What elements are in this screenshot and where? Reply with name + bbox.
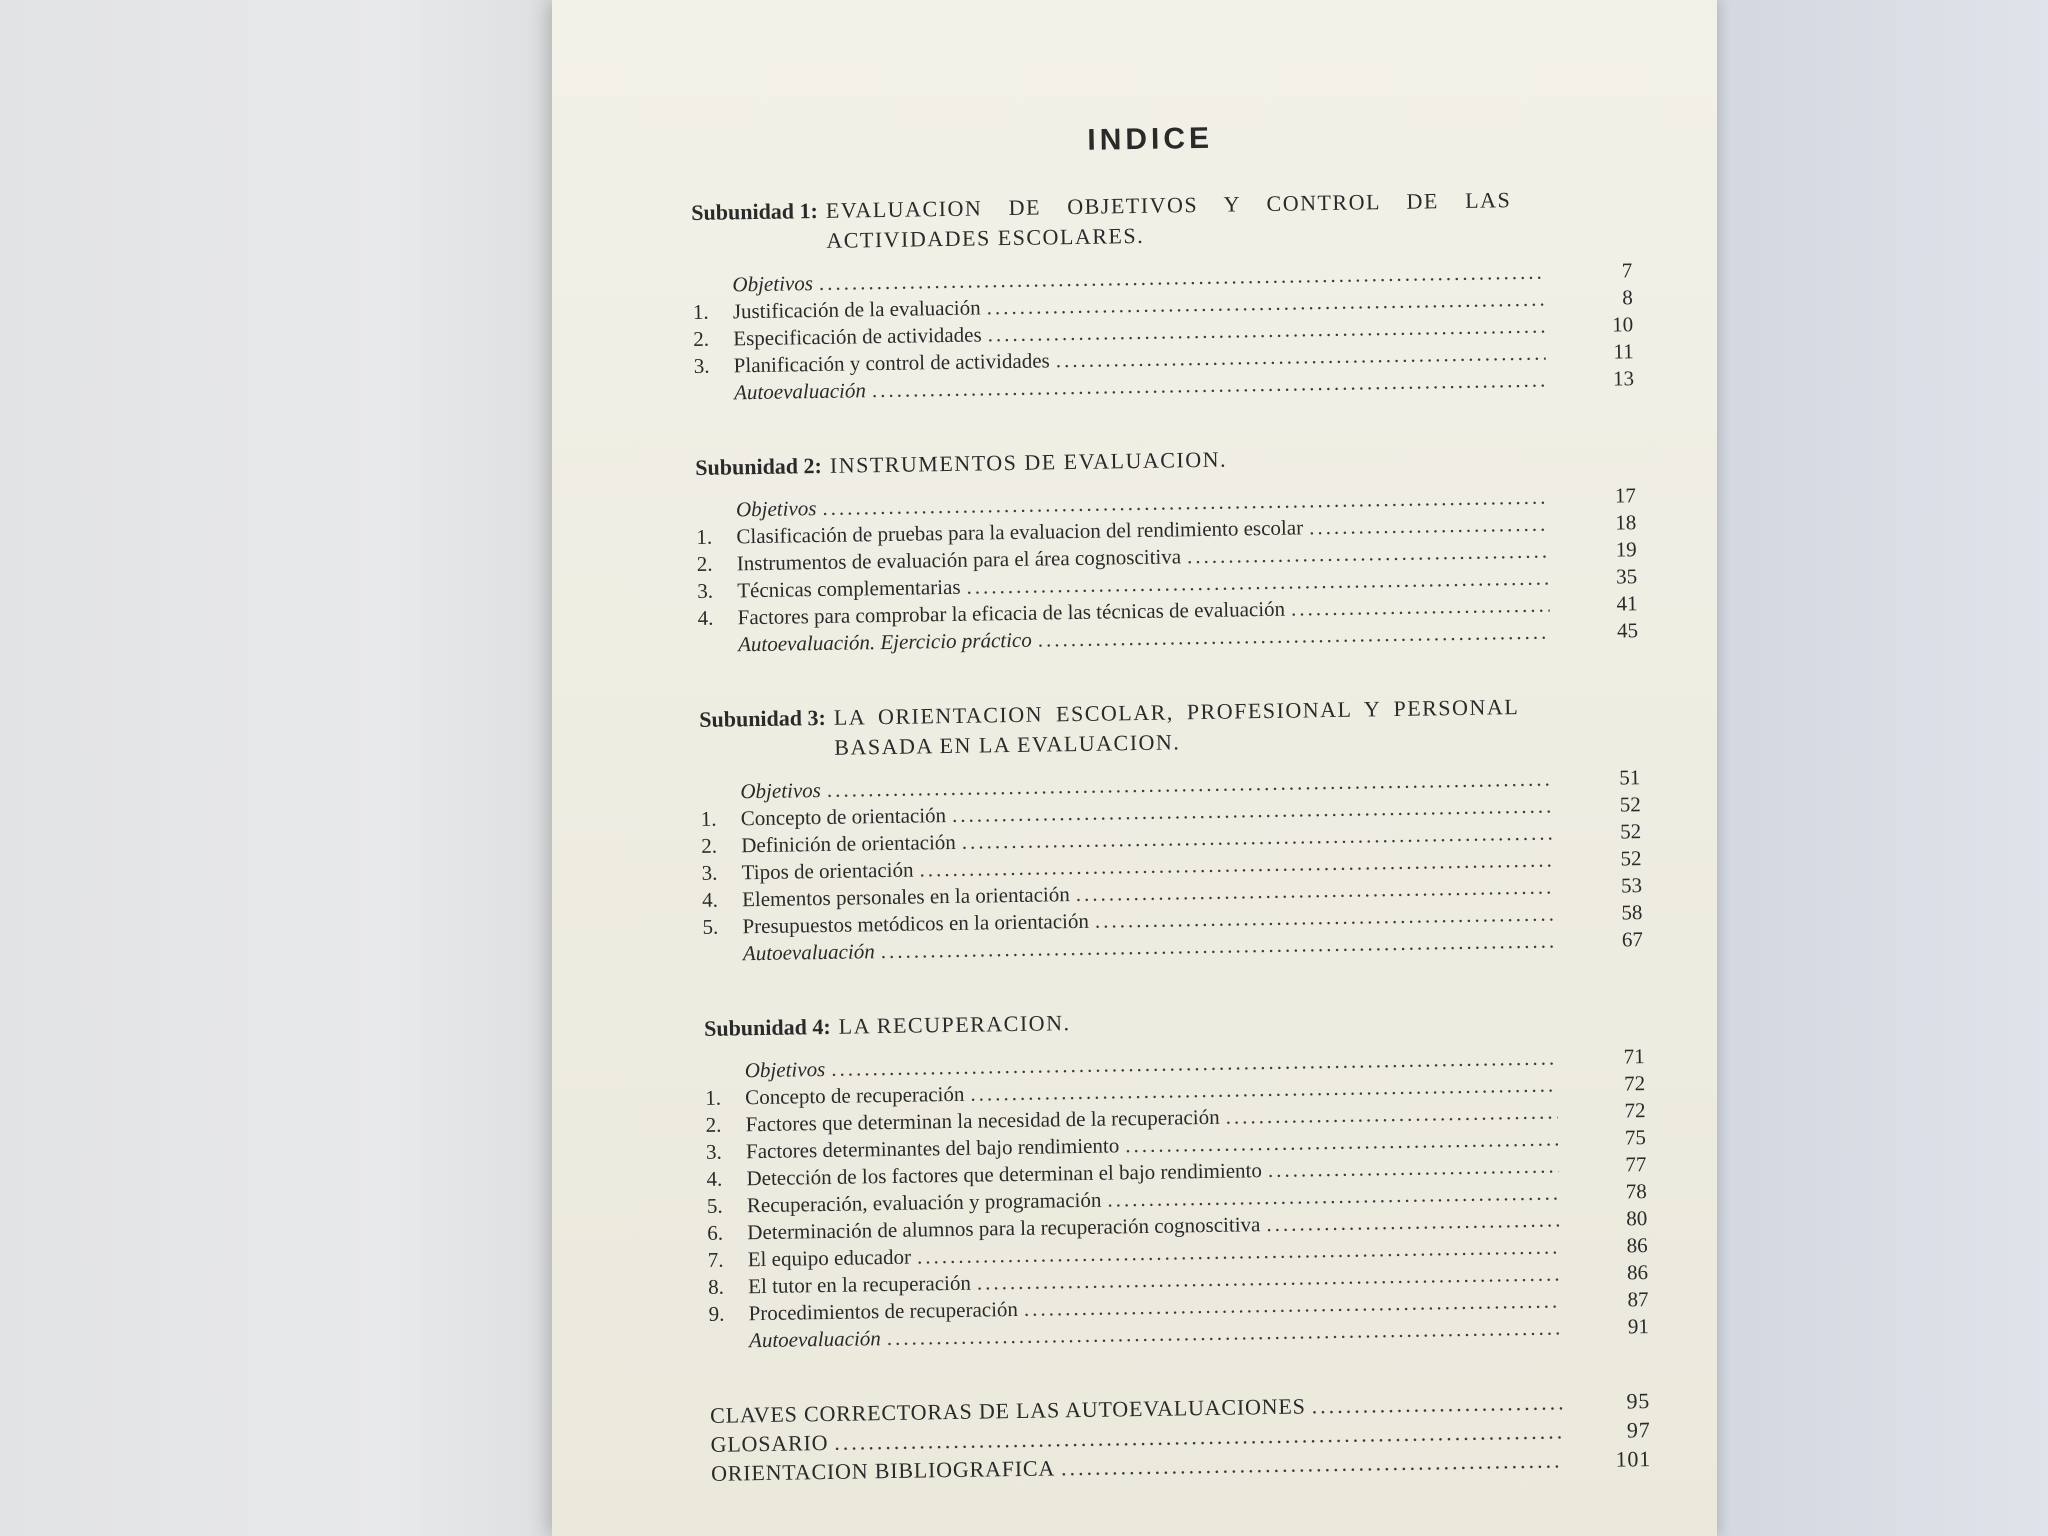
entry-number: 5. [702,914,719,939]
entry-number: 3. [701,860,718,885]
entry-page-number: 35 [1615,564,1638,589]
entry-text: Definición de orientación [741,829,956,858]
toc-section [695,438,1638,659]
entry-text: Concepto de orientación [740,803,947,831]
entry-page-number: 72 [1624,1098,1646,1123]
section-title: LA ORIENTACION ESCOLAR, PROFESIONAL Y PERSONAL BASADA EN LA EVALUACION. [833,694,1520,760]
section-heading [695,440,1515,483]
entry-number [694,399,734,400]
entry-number [698,651,738,652]
entry-page-number: 11 [1613,339,1634,364]
entry-number [705,1077,745,1078]
toc-sections [691,183,1649,1355]
entry-text: Especificación de actividades [733,322,982,351]
entry-page-number: 67 [1621,927,1644,952]
entry-number: 3. [697,578,714,603]
entry-text: Tipos de orientación [741,857,914,885]
entry-text: Justificación de la evaluación [732,295,981,324]
entry-page-number: 86 [1626,1233,1648,1258]
entry-number: 1. [700,806,717,831]
entry-list [705,1043,1650,1355]
entry-page-number: 45 [1616,618,1639,643]
entry-page-number: 97 [1626,1417,1651,1443]
section-title: EVALUACION DE OBJETIVOS Y CONTROL DE LAS ACTIVIDADES ESCOLARES. [825,187,1512,253]
section-title: LA RECUPERACION. [838,1010,1071,1039]
entry-page-number: 19 [1615,537,1637,562]
entry-text: Determinación de alumnos para la recuperación cognoscitiva [747,1212,1261,1245]
toc-appendix [710,1386,1651,1488]
entry-text: Objetivos [732,271,814,297]
entry-page-number: 52 [1619,819,1642,844]
entry-number: 7. [707,1247,724,1272]
entry-text: Elementos personales en la orientación [741,882,1070,912]
left-page [0,0,560,1536]
toc-section [704,999,1649,1355]
entry-text: Objetivos [744,1056,826,1083]
dot-leader [1311,1387,1562,1420]
entry-page-number: 91 [1627,1314,1650,1339]
entry-page-number: 13 [1612,366,1635,391]
entry-text: Autoevaluación. Ejercicio práctico [737,627,1032,657]
table-of-contents [690,115,1651,1488]
entry-text: Autoevaluación [742,939,875,966]
entry-number: 4. [701,887,719,912]
dot-leader [1309,511,1549,542]
entry-text: Detección de los factores que determinan el bajo rendimiento [746,1158,1263,1191]
toc-section [691,183,1634,407]
entry-number [693,291,733,292]
entry-text: Autoevaluación [748,1326,881,1353]
section-heading [691,185,1512,258]
entry-page-number: 101 [1615,1446,1652,1472]
entry-page-number: 8 [1622,285,1633,310]
toc-section [699,690,1643,968]
entry-page-number: 58 [1621,900,1643,925]
appendix-list [710,1386,1651,1488]
entry-text: Factores que determinan la necesidad de la recuperación [745,1104,1220,1137]
book-page [552,0,1717,1536]
section-label: Subunidad 1: [691,198,819,225]
entry-text: Clasificación de pruebas para la evaluacion del rendimiento escolar [736,515,1304,549]
page-title: INDICE [1087,121,1214,157]
entry-text: Técnicas complementarias [737,574,961,603]
entry-number: 4. [706,1166,723,1191]
entry-list [696,482,1638,659]
entry-text: Autoevaluación [733,378,867,405]
entry-number [701,798,741,799]
section-heading [699,692,1520,765]
section-label: Subunidad 2: [695,452,823,480]
entry-text: Presupuestos metódicos en la orientación [742,908,1090,939]
entry-text: Objetivos [735,496,817,522]
entry-text: GLOSARIO [710,1429,829,1457]
entry-text: Planificación y control de actividades [733,348,1050,378]
section-title: INSTRUMENTOS DE EVALUACION. [829,446,1228,478]
entry-text: Procedimientos de recuperación [748,1296,1019,1326]
entry-number [696,516,736,517]
entry-page-number: 71 [1623,1044,1645,1069]
entry-page-number: 77 [1625,1152,1647,1177]
entry-number: 1. [705,1085,722,1110]
entry-page-number: 87 [1627,1287,1649,1312]
entry-text: Recuperación, evaluación y programación [746,1187,1102,1218]
entry-number: 2. [705,1112,722,1137]
entry-number: 2. [701,833,718,858]
entry-text: ORIENTACION BIBLIOGRAFICA [710,1455,1056,1486]
entry-number: 4. [697,605,714,630]
section-label: Subunidad 3: [699,704,827,732]
dot-leader [1291,592,1550,623]
entry-page-number: 18 [1615,510,1637,535]
entry-page-number: 52 [1620,846,1642,871]
entry-number: 3. [693,353,710,378]
entry-text: El tutor en la recuperación [747,1270,972,1299]
entry-number: 8. [707,1274,725,1299]
entry-number: 5. [706,1193,723,1218]
entry-page-number: 72 [1623,1071,1646,1096]
entry-page-number: 86 [1626,1260,1649,1285]
entry-text: Instrumentos de evaluación para el área cognoscitiva [736,544,1182,576]
entry-number: 3. [705,1139,722,1164]
entry-page-number: 75 [1624,1125,1647,1150]
entry-number: 1. [692,299,709,324]
entry-number: 6. [707,1220,724,1245]
entry-page-number: 7 [1621,258,1633,283]
entry-text: Concepto de recuperación [745,1081,965,1110]
entry-number: 2. [693,326,710,351]
entry-page-number: 51 [1619,765,1641,790]
entry-page-number: 78 [1625,1179,1647,1204]
entry-page-number: 95 [1626,1388,1651,1414]
entry-number: 1. [696,524,713,549]
section-heading [704,1001,1524,1044]
entry-list [700,764,1643,968]
entry-list [692,257,1634,407]
entry-text: CLAVES CORRECTORAS DE LAS AUTOEVALUACIONES [709,1393,1306,1428]
entry-number: 9. [708,1301,725,1326]
entry-text: Factores para comprobar la eficacia de las técnicas de evaluación [737,596,1286,630]
entry-number [703,960,743,961]
background-surface [1690,0,2048,1536]
entry-number [709,1347,749,1348]
entry-page-number: 10 [1611,312,1634,337]
entry-text: Objetivos [740,778,822,804]
entry-text: Factores determinantes del bajo rendimiento [745,1133,1120,1164]
entry-page-number: 17 [1614,483,1637,508]
section-label: Subunidad 4: [703,1013,831,1041]
entry-text: El equipo educador [747,1244,912,1272]
entry-number: 2. [696,551,713,576]
entry-page-number: 52 [1619,792,1641,817]
entry-page-number: 80 [1626,1206,1648,1231]
entry-page-number: 53 [1620,873,1643,898]
entry-page-number: 41 [1616,591,1638,616]
